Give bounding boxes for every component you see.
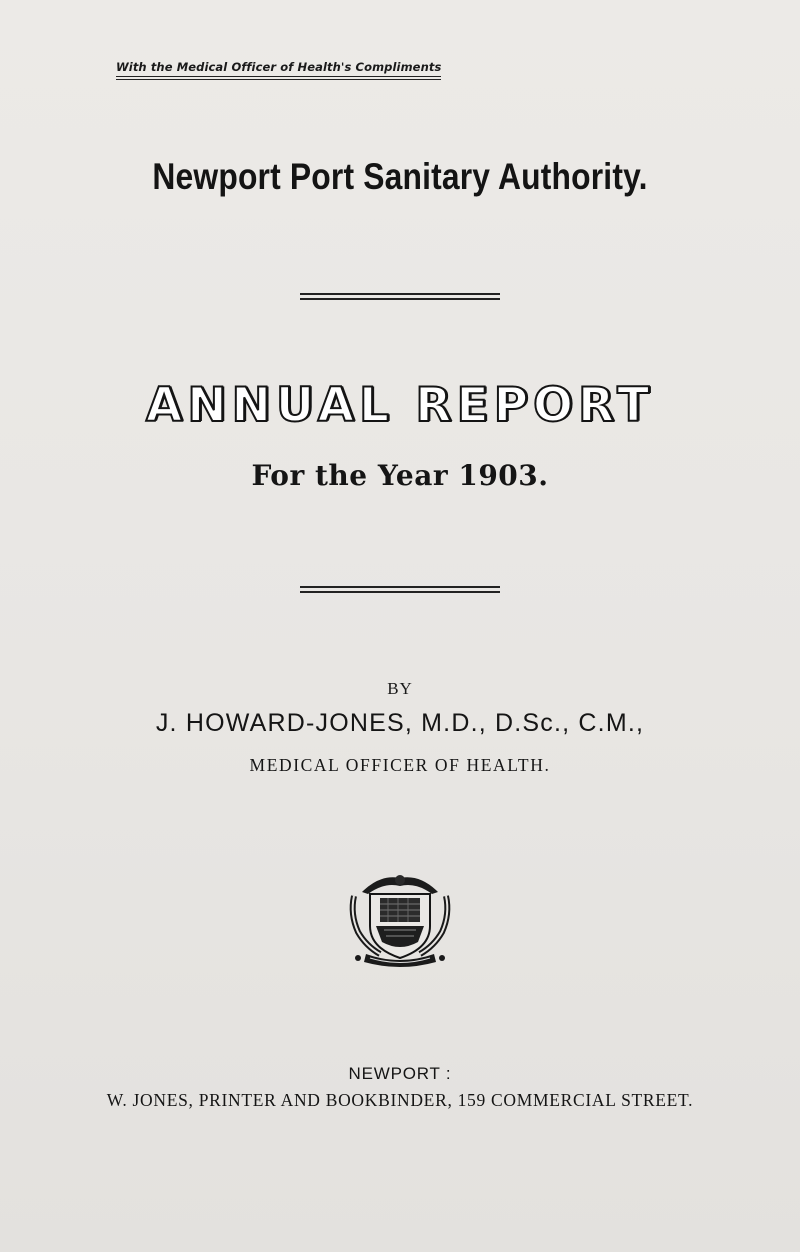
authority-title: Newport Port Sanitary Authority. bbox=[152, 156, 648, 197]
divider-bottom bbox=[300, 586, 500, 593]
author-name: J. HOWARD-JONES, M.D., D.Sc., C.M., bbox=[155, 709, 645, 737]
report-heading: ANNUAL REPORT bbox=[145, 378, 655, 433]
report-year-line: For the Year 1903. bbox=[251, 459, 549, 492]
imprint-printer: W. JONES, PRINTER AND BOOKBINDER, 159 COMMERCIAL STREET. bbox=[106, 1090, 694, 1110]
imprint-place: NEWPORT : bbox=[348, 1064, 452, 1083]
divider-top bbox=[300, 293, 500, 300]
author-role: MEDICAL OFFICER OF HEALTH. bbox=[249, 755, 551, 775]
borough-seal-icon bbox=[340, 870, 460, 970]
by-label: BY bbox=[387, 679, 413, 698]
compliments-line: With the Medical Officer of Health's Compliments bbox=[116, 60, 441, 77]
